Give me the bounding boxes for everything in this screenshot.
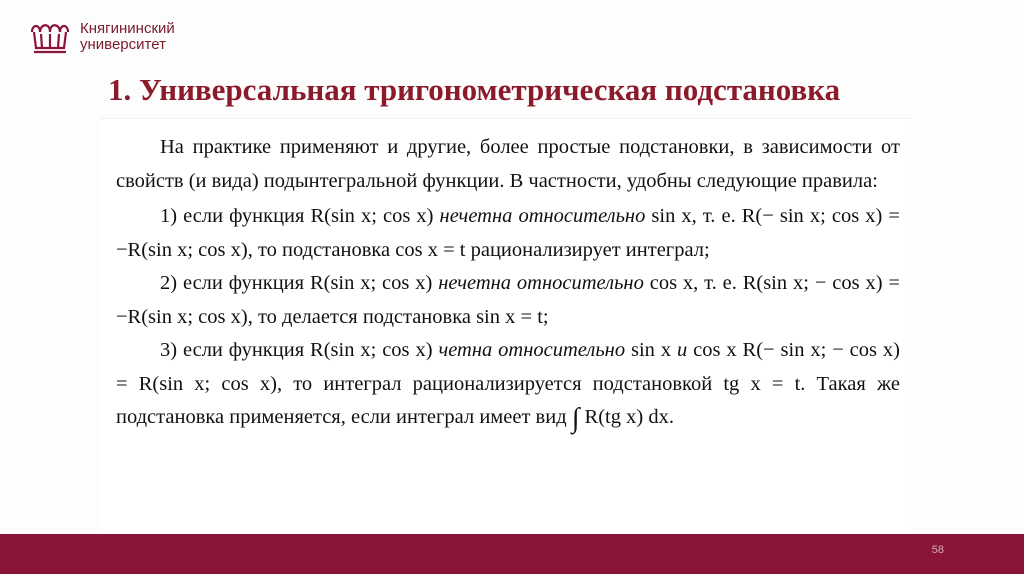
university-name	[80, 21, 175, 53]
rule-3-start: 3) если функция R(sin x; cos x)	[160, 339, 439, 361]
rule-3	[116, 334, 900, 436]
rule-1-start: 1) если функция R(sin x; cos x)	[160, 205, 440, 227]
rule-2-start: 2) если функция R(sin x; cos x)	[160, 272, 439, 294]
rule-3-and: и	[677, 339, 688, 361]
university-name-line2: университет	[80, 36, 166, 53]
rule-3-emphasis: четна относительно	[438, 339, 626, 361]
integral-sign: ∫	[571, 403, 580, 434]
footer-bar	[0, 534, 1024, 574]
rule-3-sin: sin x	[625, 339, 677, 361]
rule-3-integral-expr: R(tg x) dx.	[579, 406, 674, 428]
intro-paragraph: На практике применяют и другие, более простые подстановки, в зависимости от свойств (и вида) подынтегральной функции. В частности, удобны следующие правила:	[116, 136, 900, 192]
rule-2-end: cos x, т. е. R(sin x; − cos x) = −R(sin x; cos x), то делается подстановка sin x = t;	[116, 272, 900, 328]
rule-1-emphasis: нечетна относительно	[439, 205, 646, 227]
rule-1-end: sin x, т. е. R(− sin x; cos x) = −R(sin x; cos x), то подстановка cos x = t рационализирует интеграл;	[116, 205, 900, 261]
rule-3-body: cos x R(− sin x; − cos x) = R(sin x; cos x), то интеграл рационализируется подстановкой tg x = t. Такая же подстановка применяется, если интеграл имеет вид	[116, 339, 900, 428]
university-name-line1: Княгининский	[80, 20, 175, 37]
rule-2	[116, 267, 900, 334]
content	[116, 131, 900, 436]
crown-logo-icon	[28, 18, 72, 56]
rule-2-emphasis: нечетна относительно	[438, 272, 644, 294]
scanned-text-block	[100, 118, 911, 535]
page-number: 58	[931, 544, 944, 556]
slide-title: 1. Универсальная тригонометрическая подстановка	[108, 72, 841, 107]
rule-1	[116, 200, 900, 267]
university-logo	[28, 18, 175, 56]
